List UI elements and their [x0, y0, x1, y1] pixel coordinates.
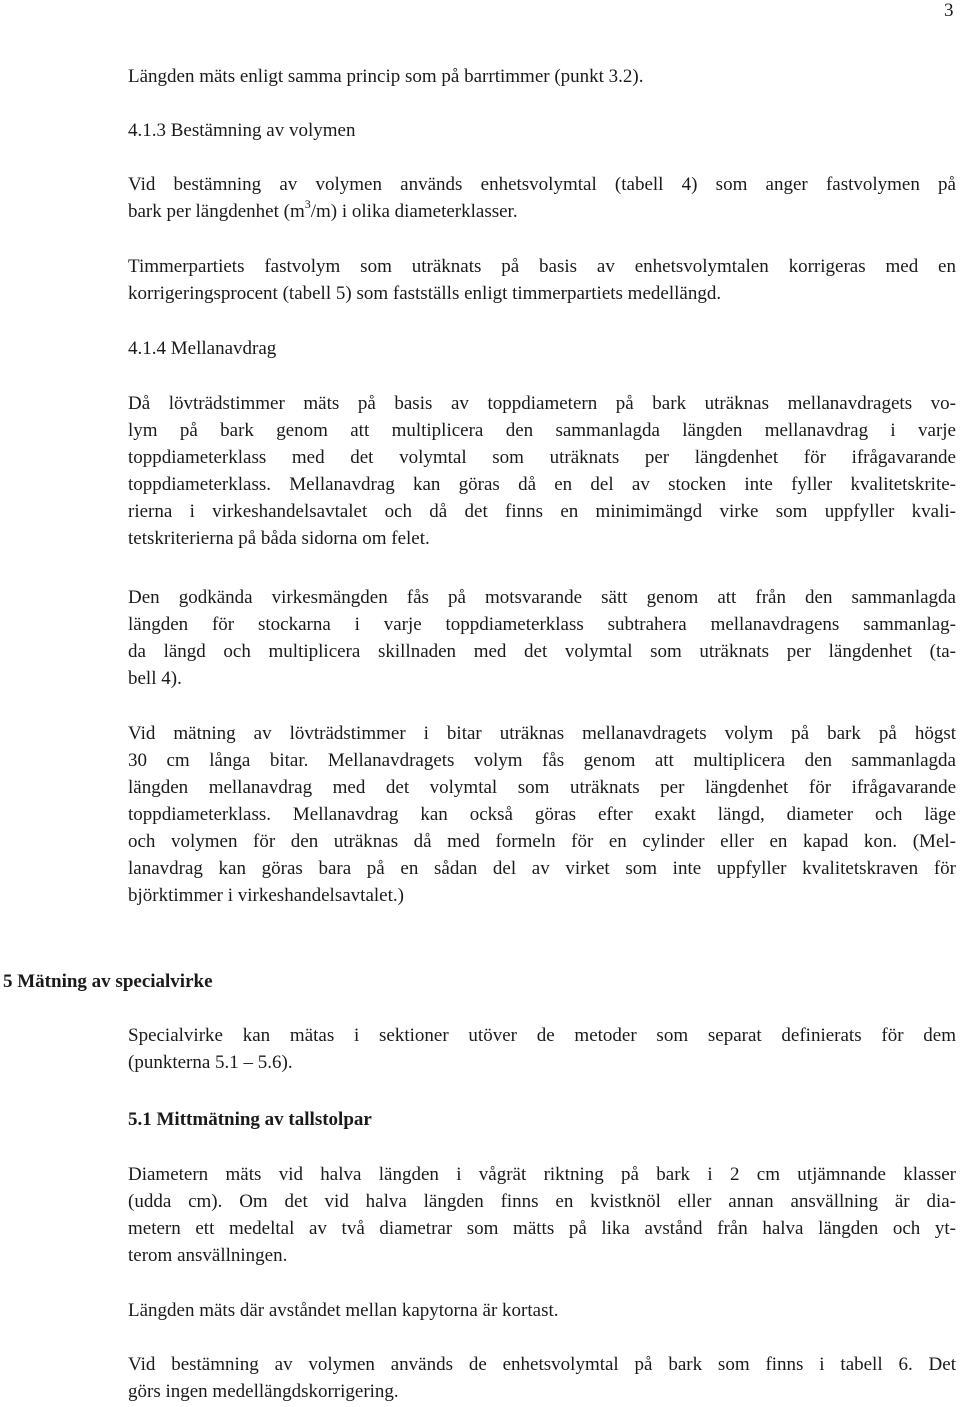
- text-line: björktimmer i virkeshandelsavtalet.): [128, 885, 404, 906]
- paragraph-intermediate-deduction-2: [128, 584, 956, 692]
- text-line: längden för stockarna i varje toppdiameterklass subtrahera mellanavdragens sammanlag-: [128, 614, 956, 635]
- text-line: terom ansvällningen.: [128, 1245, 288, 1266]
- text-line: da längd och multiplicera skillnaden med det volymtal som uträknats per längdenhet (ta-: [128, 641, 956, 662]
- text-fragment: bark per längdenhet (m: [128, 201, 305, 222]
- heading-4-1-3: 4.1.3 Bestämning av volymen: [128, 120, 356, 141]
- text-line: metern ett medeltal av två diametrar som mätts på lika avstånd från halva längden och yt-: [128, 1218, 956, 1239]
- text-line: görs ingen medellängdskorrigering.: [128, 1381, 399, 1402]
- paragraph-timber-volume-correction: [128, 253, 956, 307]
- paragraph-intermediate-deduction-1: [128, 390, 956, 552]
- text-line: toppdiameterklass med det volymtal som uträknats per längdenhet för ifrågavarande: [128, 447, 956, 468]
- superscript: 3: [304, 196, 311, 211]
- text-line: lanavdrag kan göras bara på en sådan del av virket som inte uppfyller kvalitetskraven för: [128, 858, 956, 879]
- heading-4-1-4: 4.1.4 Mellanavdrag: [128, 338, 277, 359]
- text-line: (punkterna 5.1 – 5.6).: [128, 1052, 293, 1073]
- text-line: Diametern mäts vid halva längden i vågrät riktning på bark i 2 cm utjämnande klasser: [128, 1164, 956, 1185]
- text-line: Vid bestämning av volymen används enhetsvolymtal (tabell 4) som anger fastvolymen på: [128, 174, 956, 195]
- text-line: 30 cm långa bitar. Mellanavdragets volym fås genom att multiplicera den sammanlagda: [128, 750, 956, 771]
- paragraph-length-principle: Längden mäts enligt samma princip som på barrtimmer (punkt 3.2).: [128, 66, 644, 87]
- text-line: korrigeringsprocent (tabell 5) som fastställs enligt timmerpartiets medellängd.: [128, 283, 722, 304]
- page-number: 3: [944, 0, 954, 21]
- text-line: [128, 198, 956, 225]
- text-line: Specialvirke kan mätas i sektioner utöver de metoder som separat definierats för dem: [128, 1025, 956, 1046]
- text-line: längden mellanavdrag med det volymtal som uträknats per längdenhet för ifrågavarande: [128, 777, 956, 798]
- text-line: bell 4).: [128, 668, 182, 689]
- text-line: Vid bestämning av volymen används de enhetsvolymtal på bark som finns i tabell 6. Det: [128, 1354, 956, 1375]
- text-fragment: /m) i olika diameterklasser.: [310, 201, 518, 222]
- text-line: och volymen för den uträknas då med formeln för en cylinder eller en kapad kon. (Mel-: [128, 831, 956, 852]
- text-line: Då lövträdstimmer mäts på basis av toppdiametern på bark uträknas mellanavdragets vo-: [128, 393, 956, 414]
- text-line: Vid mätning av lövträdstimmer i bitar uträknas mellanavdragets volym på bark på högst: [128, 723, 956, 744]
- text-line: toppdiameterklass. Mellanavdrag kan göras då en del av stocken inte fyller kvalitetskrite-: [128, 474, 956, 495]
- heading-5-1: 5.1 Mittmätning av tallstolpar: [128, 1109, 372, 1130]
- text-line: Den godkända virkesmängden fås på motsvarande sätt genom att från den sammanlagda: [128, 587, 956, 608]
- paragraph-pine-poles-volume: [128, 1351, 956, 1405]
- paragraph-special-timber: [128, 1022, 956, 1076]
- text-line: Timmerpartiets fastvolym som uträknats på basis av enhetsvolymtalen korrigeras med en: [128, 256, 956, 277]
- paragraph-intermediate-deduction-3: [128, 720, 956, 909]
- text-line: toppdiameterklass. Mellanavdrag kan också göras efter exakt längd, diameter och läge: [128, 804, 956, 825]
- paragraph-pine-poles-diameter: [128, 1161, 956, 1269]
- paragraph-volume-determination: [128, 171, 956, 225]
- text-line: lym på bark genom att multiplicera den sammanlagda längden mellanavdrag i varje: [128, 420, 956, 441]
- text-line: (udda cm). Om det vid halva längden finns en kvistknöl eller annan ansvällning är dia-: [128, 1191, 956, 1212]
- text-line: tetskriterierna på båda sidorna om felet.: [128, 528, 430, 549]
- heading-section-5: 5 Mätning av specialvirke: [3, 971, 213, 992]
- paragraph-pine-poles-length: Längden mäts där avståndet mellan kapytorna är kortast.: [128, 1300, 559, 1321]
- text-line: rierna i virkeshandelsavtalet och då det finns en minimimängd virke som uppfyller kvali-: [128, 501, 956, 522]
